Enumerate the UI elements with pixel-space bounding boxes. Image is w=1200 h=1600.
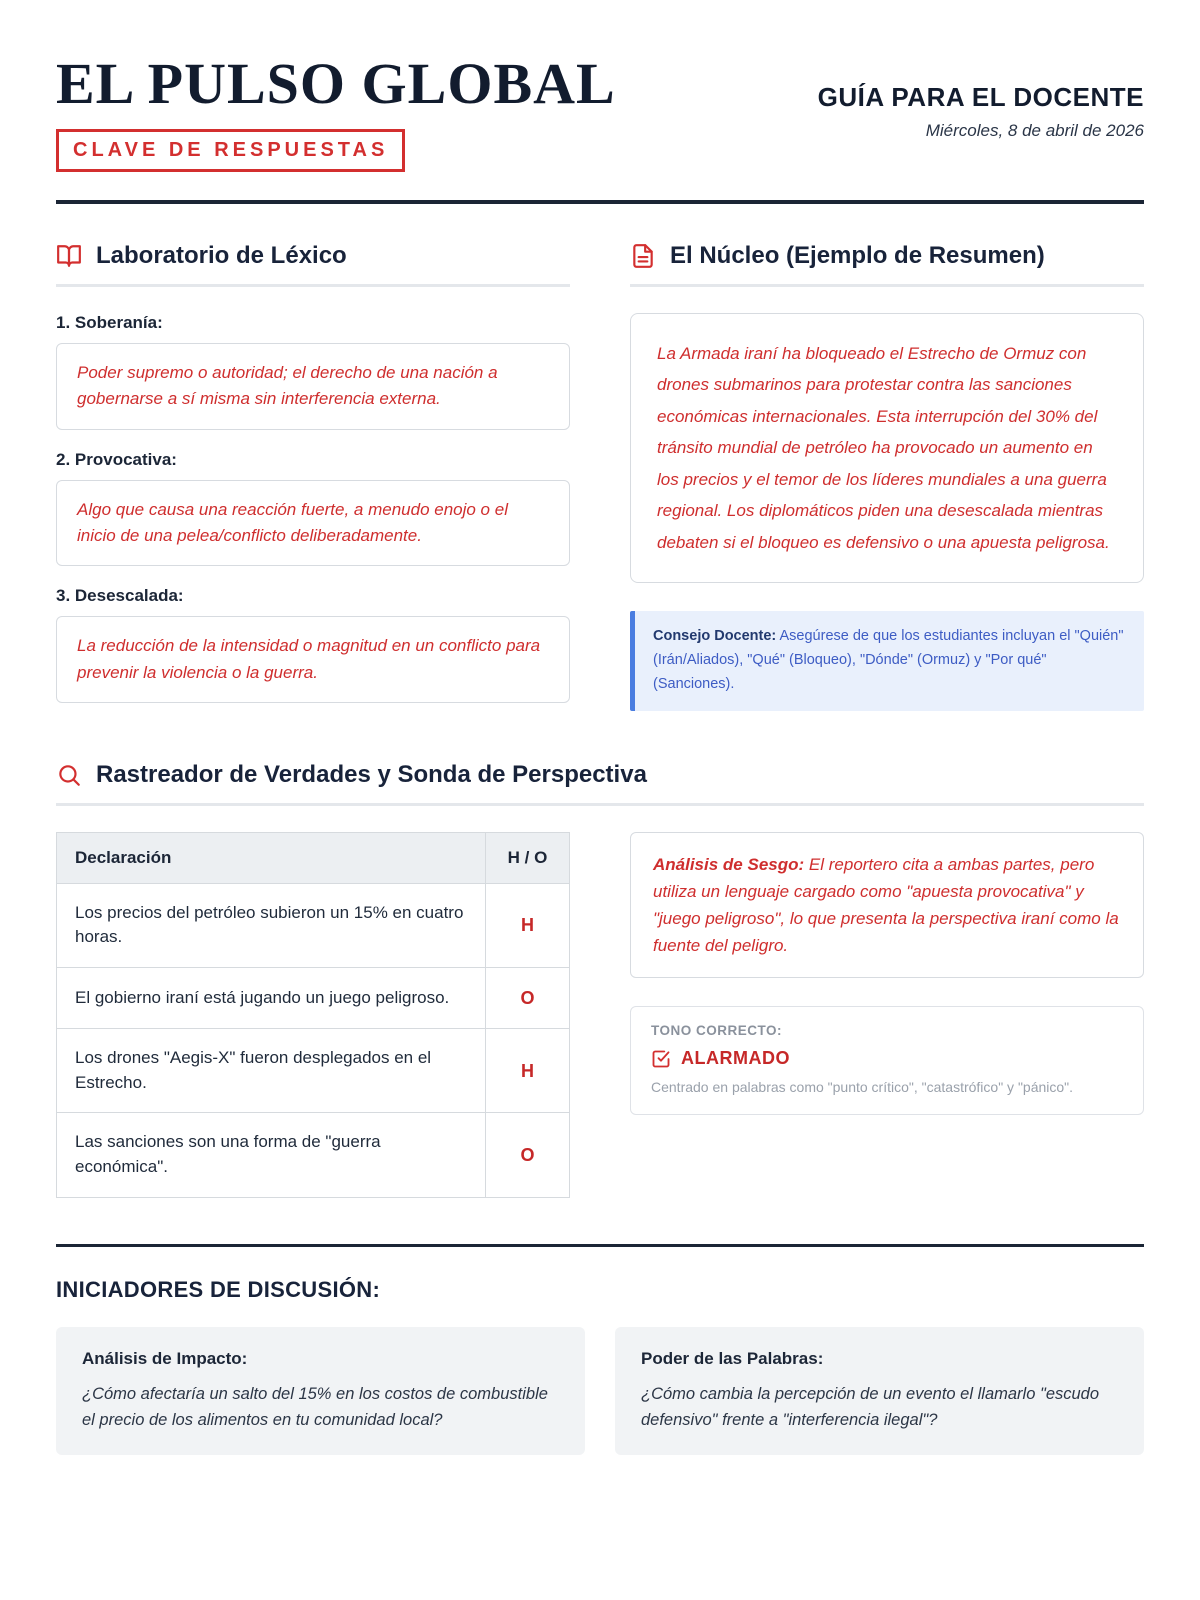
lexicon-title: Laboratorio de Léxico (96, 241, 347, 269)
tracker-title: Rastreador de Verdades y Sonda de Perspectiva (96, 760, 647, 788)
tracker-right-column (630, 832, 1144, 1116)
answer-cell: O (486, 1113, 570, 1197)
answer-key-badge: CLAVE DE RESPUESTAS (56, 129, 405, 172)
teacher-tip-text: Asegúrese de que los estudiantes incluyan el "Quién" (Irán/Aliados), "Qué" (Bloqueo), "Dónde" (Ormuz) y "Por qué" (Sanciones). (653, 627, 1124, 692)
summary-example: La Armada iraní ha bloqueado el Estrecho de Ormuz con drones submarinos para protestar contra las sanciones económicas internacionales. Esta interrupción del 30% del tránsito mundial de petróleo ha provocado un aumento en los precios y el temor de los líderes mundiales a una guerra regional. Los diplomáticos piden una desescalada mientras debaten si el bloqueo es defensivo o una apuesta peligrosa. (630, 313, 1144, 583)
statement-cell: Los precios del petróleo subieron un 15% en cuatro horas. (57, 883, 486, 967)
check-square-icon (651, 1049, 671, 1069)
fact-opinion-table (56, 832, 570, 1198)
lexicon-section (56, 242, 570, 711)
table-header-row (57, 832, 570, 883)
tone-value: ALARMADO (681, 1048, 790, 1069)
header-right (818, 54, 1144, 141)
guide-title: GUÍA PARA EL DOCENTE (817, 82, 1144, 112)
starter-question: ¿Cómo cambia la percepción de un evento el llamarlo "escudo defensivo" frente a "interferencia ilegal"? (641, 1384, 1100, 1430)
document-icon (630, 243, 656, 269)
nucleus-title: El Núcleo (Ejemplo de Resumen) (670, 241, 1045, 269)
starter-label: Poder de las Palabras: (641, 1348, 824, 1368)
book-open-icon (56, 243, 82, 269)
bias-analysis-text: El reportero cita a ambas partes, pero utiliza un lenguaje cargado como "apuesta provocativa" y "juego peligroso", lo que presenta la perspectiva iraní como la fuente del peligro. (653, 854, 1119, 956)
bias-analysis-box (630, 832, 1144, 979)
nucleus-section-header (630, 242, 1144, 287)
discussion-title: INICIADORES DE DISCUSIÓN: (56, 1276, 381, 1302)
discussion-grid (56, 1327, 1144, 1456)
term-definition: La reducción de la intensidad o magnitud en un conflicto para prevenir la violencia o la guerra. (56, 616, 570, 703)
answer-cell: O (486, 968, 570, 1029)
lexicon-section-header (56, 242, 570, 287)
term-label: 3. Desescalada: (56, 586, 184, 606)
header (56, 51, 1144, 172)
term-label: 2. Provocativa: (56, 449, 177, 469)
term-label: 1. Soberanía: (56, 312, 163, 332)
table-row (57, 1029, 570, 1113)
teacher-tip-label: Consejo Docente: (653, 627, 777, 644)
top-columns (56, 242, 1144, 711)
statement-cell: Las sanciones son una forma de "guerra económica". (57, 1113, 486, 1197)
tone-box (630, 1006, 1144, 1115)
search-icon (56, 762, 82, 788)
column-header-answer: H / O (486, 832, 570, 883)
term-definition: Algo que causa una reacción fuerte, a menudo enojo o el inicio de una pelea/conflicto deliberadamente. (56, 480, 570, 567)
teacher-tip-box (630, 611, 1144, 711)
masthead-title: EL PULSO GLOBAL (56, 51, 616, 116)
tone-value-row (651, 1048, 1123, 1069)
table-row (57, 883, 570, 967)
column-header-statement: Declaración (57, 832, 486, 883)
tracker-section-header (56, 761, 1144, 806)
statement-cell: Los drones "Aegis-X" fueron desplegados en el Estrecho. (57, 1029, 486, 1113)
term-definition: Poder supremo o autoridad; el derecho de una nación a gobernarse a sí misma sin interferencia externa. (56, 343, 570, 430)
guide-date: Miércoles, 8 de abril de 2026 (925, 121, 1144, 140)
statement-cell: El gobierno iraní está jugando un juego peligroso. (57, 968, 486, 1029)
discussion-starter (615, 1327, 1144, 1456)
section-divider (56, 1244, 1144, 1247)
tone-note: Centrado en palabras como "punto crítico", "catastrófico" y "pánico". (651, 1079, 1074, 1096)
answer-cell: H (486, 1029, 570, 1113)
tone-label: TONO CORRECTO: (651, 1023, 783, 1039)
answer-cell: H (486, 883, 570, 967)
header-left (56, 51, 616, 172)
discussion-starter (56, 1327, 585, 1456)
table-row (57, 968, 570, 1029)
tracker-section (56, 761, 1144, 1198)
tracker-columns (56, 832, 1144, 1198)
table-row (57, 1113, 570, 1197)
starter-question: ¿Cómo afectaría un salto del 15% en los costos de combustible el precio de los alimentos en tu comunidad local? (82, 1384, 548, 1430)
starter-label: Análisis de Impacto: (82, 1348, 248, 1368)
bias-analysis-label: Análisis de Sesgo: (653, 854, 805, 874)
header-divider (56, 200, 1144, 204)
nucleus-section (630, 242, 1144, 711)
